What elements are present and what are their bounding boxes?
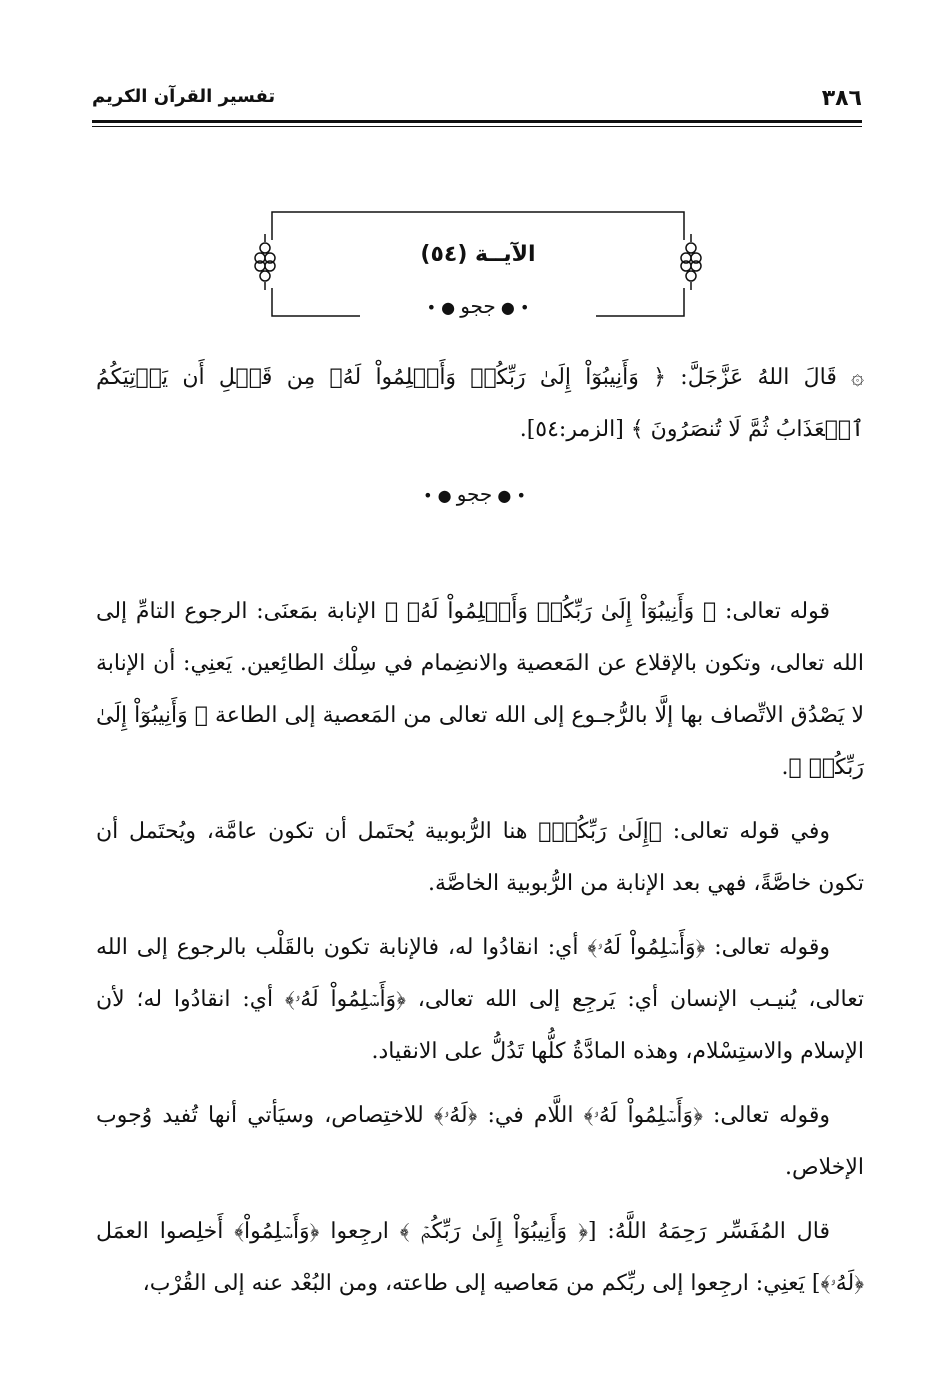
header-rule (92, 120, 862, 123)
paragraph: قال المُفَسِّر رَحِمَهُ اللَّهُ: [﴿ وَأَنِيبُوٓاْ إِلَىٰ رَبِّكُمۡ ﴾ ارجِعوا ﴿وَأَسۡلِمُواْ﴾ أَخلِصوا العمَل ﴿لَهُۥ﴾] يَعنِي: ارجِعوا إلى ربِّكم من مَعاصيه إلى طاعته، ومن البُعْد عنه إلى القُرْب، (96, 1219, 864, 1296)
divider-dot-small-icon: • (519, 298, 530, 317)
page-content (96, 352, 864, 1322)
spacer (96, 468, 864, 586)
ayah-heading: الآيــة (٥٤) (420, 242, 536, 267)
divider-dot-small-icon: • (426, 298, 437, 317)
paragraph: وقوله تعالى: ﴿وَأَسۡلِمُواْ لَهُۥ﴾ أي: انقادُوا له، فالإنابة تكون بالقَلْب بالرجوع إلى الله تعالى، يُنيـب الإنسان أي: يَرجِع إلى الله تعالى، ﴿وَأَسۡلِمُواْ لَهُۥ﴾ أي: انقادُوا له؛ لأن الإسلام والاستِسْلام، وهذه المادَّةُ كلُّها تَدُلُّ على الانقياد. (96, 935, 864, 1064)
paragraph: وفي قوله تعالى: ﴿إِلَىٰ رَبِّكُمۡ﴾ هنا الرُّبوبية يُحتَمل أن تكون عامَّة، ويُحتَمل أن تكون خاصَّةً، فهي بعد الإنابة من الرُّبوبية الخاصَّة. (96, 819, 864, 896)
verse-text: قَالَ اللهُ عَزَّجَلَّ: ﴿ وَأَنِيبُوٓاْ إِلَىٰ رَبِّكُمۡ وَأَسۡلِمُواْ لَهُۥ مِن قَبۡلِ أَن يَأۡتِيَكُمُ ٱلۡعَذَابُ ثُمَّ لَا تُنصَرُونَ ﴾ [الزمر:٥٤]. (96, 365, 864, 442)
paragraph: قوله تعالى: ﴿ وَأَنِيبُوٓاْ إِلَىٰ رَبِّكُمۡ وَأَسۡلِمُواْ لَهُۥ ﴾ الإنابة بمَعنَى: الرجوع التامِّ إلى الله تعالى، وتكون بالإقلاع عن المَعصية والانضِمام في سِلْك الطائِعين. يَعنِي: أن الإنابة لا يَصْدُق الاتِّصاف بها إلَّا بالرُّجـوع إلى الله تعالى من المَعصية إلى الطاعة ﴿ وَأَنِيبُوٓاْ إِلَىٰ رَبِّكُمۡ ﴾. (96, 599, 864, 780)
divider-dot-small-icon: • (516, 486, 526, 505)
page-number: ٣٨٦ (821, 86, 862, 111)
divider-dot-large-icon: ● (437, 486, 452, 505)
divider-swirl-icon: ججو (460, 294, 496, 318)
divider-dot-large-icon: ● (441, 298, 456, 317)
page-header (92, 82, 862, 116)
divider-dot-small-icon: • (423, 486, 433, 505)
book-title: تفسير القرآن الكريم (92, 86, 276, 107)
divider-dot-large-icon: ● (500, 298, 515, 317)
header-rule-thin (92, 126, 862, 127)
rosette-icon: ۞ (851, 365, 864, 390)
paragraph: وقوله تعالى: ﴿وَأَسۡلِمُواْ لَهُۥ﴾ اللَّام في: ﴿لَهُۥ﴾ للاختِصاص، وسيَأتي أنها تُفيد وُجوب الإخلاص. (96, 1103, 864, 1180)
divider-swirl-icon: ججو (456, 482, 493, 506)
verse-block (96, 352, 864, 456)
ayah-heading-frame (270, 210, 686, 322)
frame-divider (270, 294, 686, 318)
divider-dot-large-icon: ● (497, 486, 512, 505)
